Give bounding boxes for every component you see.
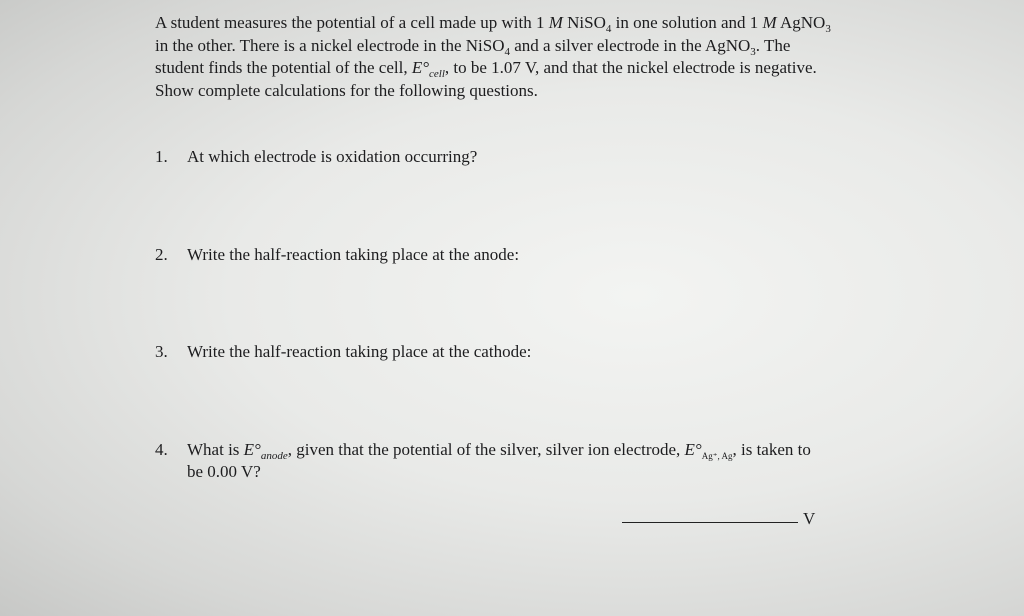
intro-line-2: in the other. There is a nickel electrode in the NiSO$_4$ and a silver electrode in the AgNO$_3$. The	[155, 35, 791, 58]
question-3	[155, 341, 531, 363]
question-text: Write the half-reaction taking place at the anode:	[187, 245, 520, 264]
intro-line-3: student finds the potential of the cell, $E^\circ_{cell}$, to be 1.07 V, and that the nickel electrode is negative.	[155, 58, 817, 80]
intro-line-1: A student measures the potential of a cell made up with 1 M NiSO$_4$ in one solution and 1 M AgNO$_3$	[155, 13, 831, 35]
problem-statement	[155, 12, 915, 102]
question-number: 1.	[155, 147, 168, 166]
question-number: 2.	[155, 245, 168, 264]
answer-blank-line[interactable]	[622, 512, 798, 523]
question-text: At which electrode is oxidation occurring?	[187, 147, 478, 166]
question-2	[155, 244, 519, 266]
intro-line-4: Show complete calculations for the following questions.	[155, 80, 538, 100]
answer-unit: V	[803, 509, 816, 528]
question-text: Write the half-reaction taking place at the cathode:	[187, 342, 532, 361]
question-1	[155, 146, 477, 168]
question-4	[155, 439, 811, 483]
question-number: 4.	[155, 440, 168, 459]
question-number: 3.	[155, 342, 168, 361]
question-4-line-1: 4. What is $E^\circ_{anode}$, given that the potential of the silver, silver ion electrode, $E^\circ_{Ag^+, Ag}$, is taken to	[155, 440, 811, 462]
question-4-line-2: be 0.00 V?	[187, 462, 261, 481]
